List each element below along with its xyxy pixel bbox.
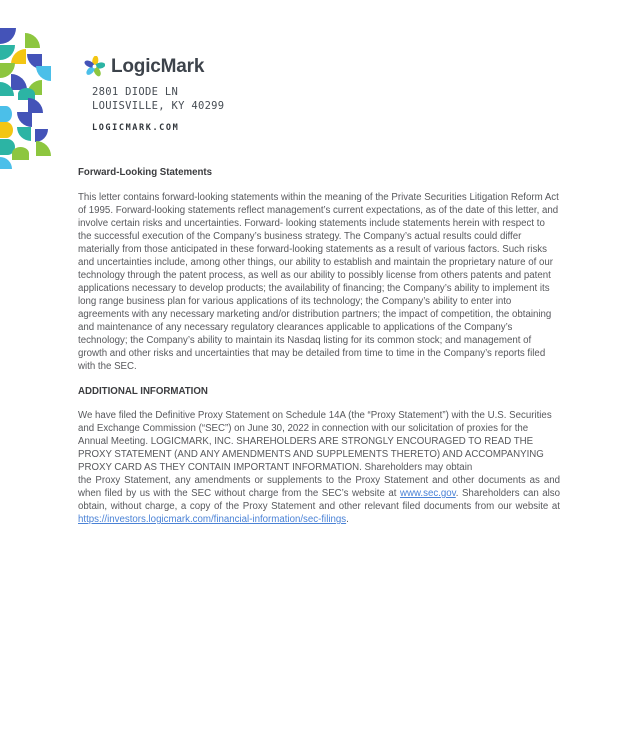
additional-information-heading: ADDITIONAL INFORMATION: [78, 386, 208, 397]
confetti-shape: [17, 127, 31, 141]
confetti-shape: [25, 33, 40, 48]
forward-looking-heading: Forward-Looking Statements: [78, 167, 213, 178]
paragraph-text: . Shareholders can also obtain, without charge, a copy of the Proxy Statement and other relevant filed documents from our website at: [78, 488, 560, 512]
confetti-shape: [0, 122, 13, 138]
additional-information-intro: We have filed the Definitive Proxy Statement on Schedule 14A (the “Proxy Statement”) with the U.S. Securities and Exchange Commission (“SEC”) on June 30, 2022 in connection with our solicitation of proxies for the Annual Meeting. LOGICMARK, INC. SHAREHOLDERS ARE STRONGLY ENCOURAGED TO READ THE PROXY STATEMENT (AND ANY AMENDMENTS AND SUPPLEMENTS THERETO) AND ACCOMPANYING PROXY CARD AS THEY CONTAIN IMPORTANT INFORMATION. Shareholders may obtain: [78, 410, 552, 473]
address-line-1: 2801 DIODE LN: [92, 86, 179, 98]
letterhead-website: LOGICMARK.COM: [92, 123, 180, 133]
brand-wordmark: LogicMark: [111, 55, 205, 77]
paragraph-text: .: [346, 514, 349, 525]
logicmark-pinwheel-icon: [84, 56, 105, 77]
confetti-shape: [0, 157, 12, 169]
paragraph-text: the Proxy Statement, any amendments or supplements to the Proxy Statement and other documents as and when filed by us with the SEC without charge from the SEC’s website at: [78, 475, 560, 499]
confetti-shape: [0, 28, 16, 44]
investors-sec-filings-link[interactable]: https://investors.logicmark.com/financial-information/sec-filings: [78, 514, 347, 525]
forward-looking-paragraph: This letter contains forward-looking statements within the meaning of the Private Securities Litigation Reform Act of 1995. Forward-looking statements reflect management’s current expectations, as of the date of this letter, and involve certain risks and uncertainties. Forward- looking statements include statements herein with respect to the successful execution of the Company’s business strategy. The Company’s actual results could differ materially from those anticipated in these forward-looking statements as a result of various factors. Such risks and uncertainties include, among other things, our ability to establish and maintain the proprietary nature of our technology through the patent process, as well as our ability to possibly license from others patents and patent applications necessary to develop products; the availability of financing; the Company’s ability to implement its long range business plan for various applications of its technology; the Company’s ability to enter into agreements with any necessary marketing and/or distribution partners; the impact of competition, the obtaining and maintenance of any necessary regulatory clearances applicable to applications of the Company’s technology; the Company’s ability to maintain its Nasdaq listing for its common stock; and management of growth and other risks and uncertainties that may be detailed from time to time in the Company’s reports filed with the SEC.: [78, 192, 559, 372]
sec-gov-link[interactable]: www.sec.gov: [399, 488, 456, 499]
additional-information-paragraph: [78, 474, 560, 526]
letterhead-address: [92, 85, 224, 113]
confetti-shape: [12, 147, 29, 160]
confetti-shape: [0, 106, 12, 122]
confetti-shape: [36, 141, 51, 156]
address-line-2: LOUISVILLE, KY 40299: [92, 100, 225, 112]
confetti-shape: [36, 66, 51, 81]
confetti-shape: [28, 98, 43, 113]
letter-body: [78, 166, 560, 526]
logicmark-logo: [84, 55, 204, 77]
confetti-shape: [17, 112, 32, 127]
brand-confetti-graphic: [0, 0, 60, 180]
